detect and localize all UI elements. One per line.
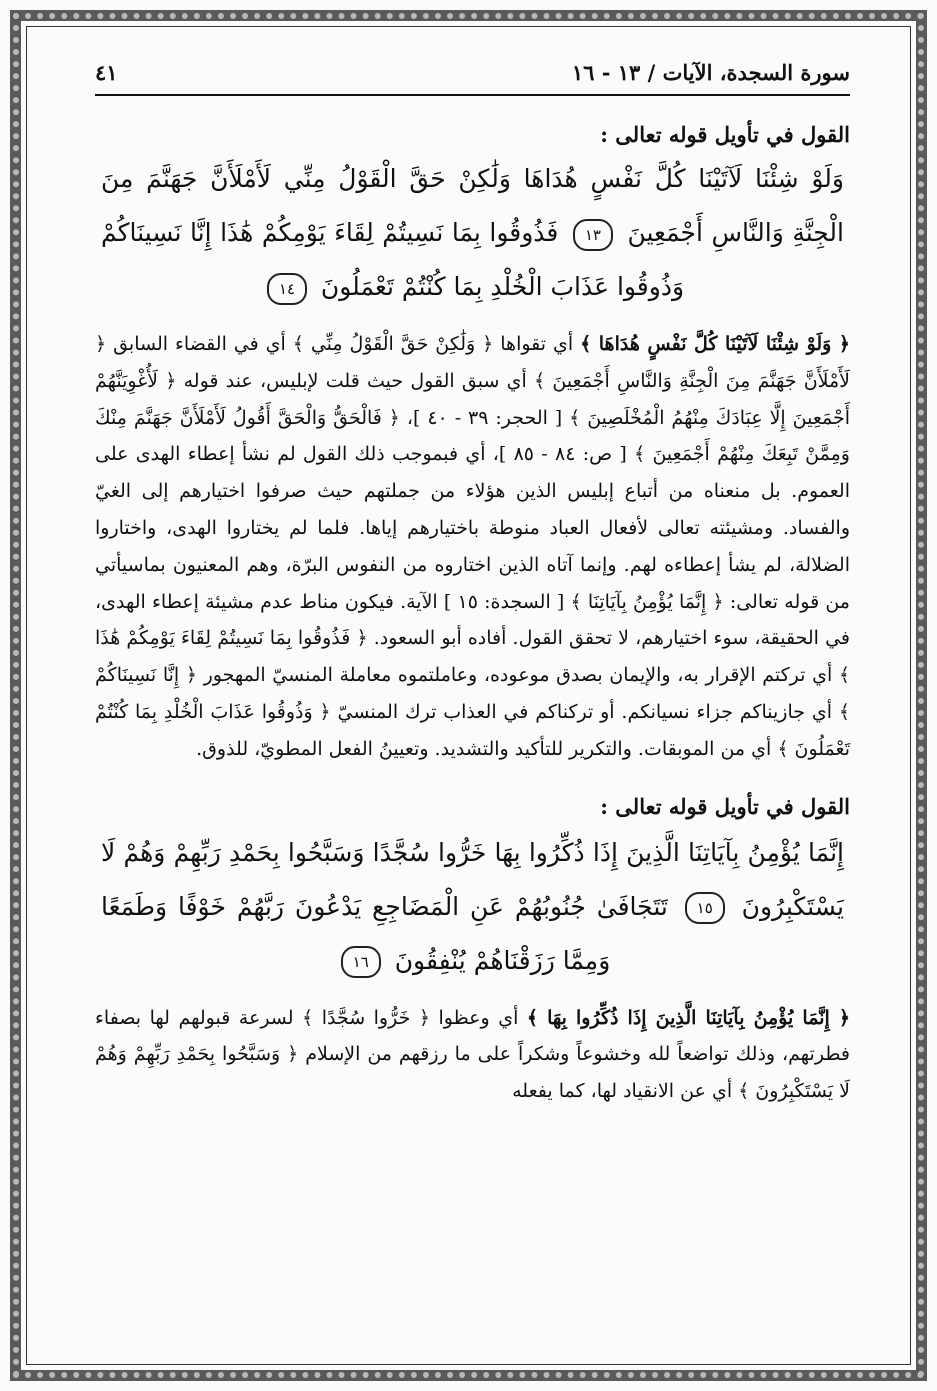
verse-number-badge: ١٦ <box>341 946 381 978</box>
quoted-verse-lead: ﴿ إِنَّمَا يُؤْمِنُ بِآيَاتِنَا الَّذِينَ إِذَا ذُكِّرُوا بِهَا ﴾ <box>526 1006 850 1029</box>
section-heading-2: القول في تأويل قوله تعالى : <box>600 793 850 819</box>
verse-number-badge: ١٥ <box>685 892 725 924</box>
verse-14-text: فَذُوقُوا بِمَا نَسِيتُمْ لِقَاءَ يَوْمِكُمْ هَٰذَا إِنَّا نَسِينَاكُمْ وَذُوقُوا عَذَابَ الْخُلْدِ بِمَا كُنْتُمْ تَعْمَلُونَ <box>101 218 685 301</box>
running-title: سورة السجدة، الآيات / ١٣ - ١٦ <box>571 60 850 85</box>
section-heading-1: القول في تأويل قوله تعالى : <box>600 122 850 147</box>
verse-15-text: إِنَّمَا يُؤْمِنُ بِآيَاتِنَا الَّذِينَ إِذَا ذُكِّرُوا بِهَا خَرُّوا سُجَّدًا وَسَبَّحُوا بِحَمْدِ رَبِّهِمْ وَهُمْ لَا يَسْتَكْبِرُونَ <box>101 837 844 921</box>
verse-16-text: تَتَجَافَىٰ جُنُوبُهُمْ عَنِ الْمَضَاجِعِ يَدْعُونَ رَبَّهُمْ خَوْفًا وَطَمَعًا وَمِمَّا رَزَقْنَاهُمْ يُنْفِقُونَ <box>101 891 668 975</box>
page-number: ٤١ <box>95 60 118 85</box>
verse-13-text: وَلَوْ شِئْنَا لَآتَيْنَا كُلَّ نَفْسٍ هُدَاهَا وَلَٰكِنْ حَقَّ الْقَوْلُ مِنِّي لَأَمْلَأَنَّ جَهَنَّمَ مِنَ الْجِنَّةِ وَالنَّاسِ أَجْمَعِينَ <box>101 164 844 247</box>
commentary-paragraph-2 <box>95 1000 850 1110</box>
page-content <box>95 52 850 1352</box>
commentary-paragraph-1 <box>95 326 850 768</box>
commentary-text: أي وعظوا ﴿ خَرُّوا سُجَّدًا ﴾ لسرعة قبولهم لها بصفاء فطرتهم، وذلك تواضعاً لله وخشوعاً وشكراً على ما رزقهم من الإسلام ﴿ وَسَبَّحُوا بِحَمْدِ رَبِّهِمْ وَهُمْ لَا يَسْتَكْبِرُونَ ﴾ أي عن الانقياد لها، كما يفعله <box>95 1006 850 1103</box>
verse-number-badge: ١٣ <box>573 219 613 251</box>
commentary-text: أي تقواها ﴿ وَلَٰكِنْ حَقَّ الْقَوْلُ مِنِّي ﴾ أي في القضاء السابق ﴿ لَأَمْلَأَنَّ جَهَنَّمَ مِنَ الْجِنَّةِ وَالنَّاسِ أَجْمَعِينَ ﴾ أي سبق القول حيث قلت لإبليس، عند قوله ﴿ لَأُغْوِيَنَّهُمْ أَجْمَعِينَ إِلَّا عِبَادَكَ مِنْهُمُ الْمُخْلَصِينَ ﴾ [ الحجر: ٣٩ - ٤٠ ]، ﴿ فَالْحَقُّ وَالْحَقَّ أَقُولُ لَأَمْلَأَنَّ جَهَنَّمَ مِنْكَ وَمِمَّنْ تَبِعَكَ مِنْهُمْ أَجْمَعِينَ ﴾ [ ص: ٨٤ - ٨٥ ]، أي فبموجب ذلك القول لم نشأ إعطاء الهدى على العموم. بل منعناه من أتباع إبليس الذين هؤلاء من جملتهم حيث صرفوا اختيارهم إلى الغيّ والفساد. ومشيئته تعالى لأفعال العباد منوطة باختيارهم إياها. فلما لم يختاروا الهدى، واختاروا الضلالة، لم يشأ إعطاءه لهم. وإنما آتاه الذين اختاروه من النفوس البرّة، وهم المعنيون بماسيأتي من قوله تعالى: ﴿ إِنَّمَا يُؤْمِنُ بِآيَاتِنَا ﴾ [ السجدة: ١٥ ] الآية. فيكون مناط عدم مشيئة إعطاء الهدى، في الحقيقة، سوء اختيارهم، لا تحقق القول. أفاده أبو السعود. ﴿ فَذُوقُوا بِمَا نَسِيتُمْ لِقَاءَ يَوْمِكُمْ هَٰذَا ﴾ أي تركتم الإقرار به، والإيمان بصدق موعوده، وعاملتموه معاملة المنسيّ المهجور ﴿ إِنَّا نَسِينَاكُمْ ﴾ أي جازيناكم جزاء نسيانكم. أو تركناكم في العذاب ترك المنسيّ ﴿ وَذُوقُوا عَذَابَ الْخُلْدِ بِمَا كُنْتُمْ تَعْمَلُونَ ﴾ أي من الموبقات. والتكرير للتأكيد والتشديد. وتعيينُ الفعل المطويّ، للذوق. <box>95 333 850 760</box>
quran-verse-block-2 <box>95 826 850 988</box>
quoted-verse-lead: ﴿ وَلَوْ شِئْنَا لَآتَيْنَا كُلَّ نَفْسٍ هُدَاهَا ﴾ <box>580 333 851 355</box>
verse-number-badge: ١٤ <box>267 273 307 305</box>
quran-verse-block-1 <box>95 152 850 314</box>
running-header <box>95 52 850 96</box>
